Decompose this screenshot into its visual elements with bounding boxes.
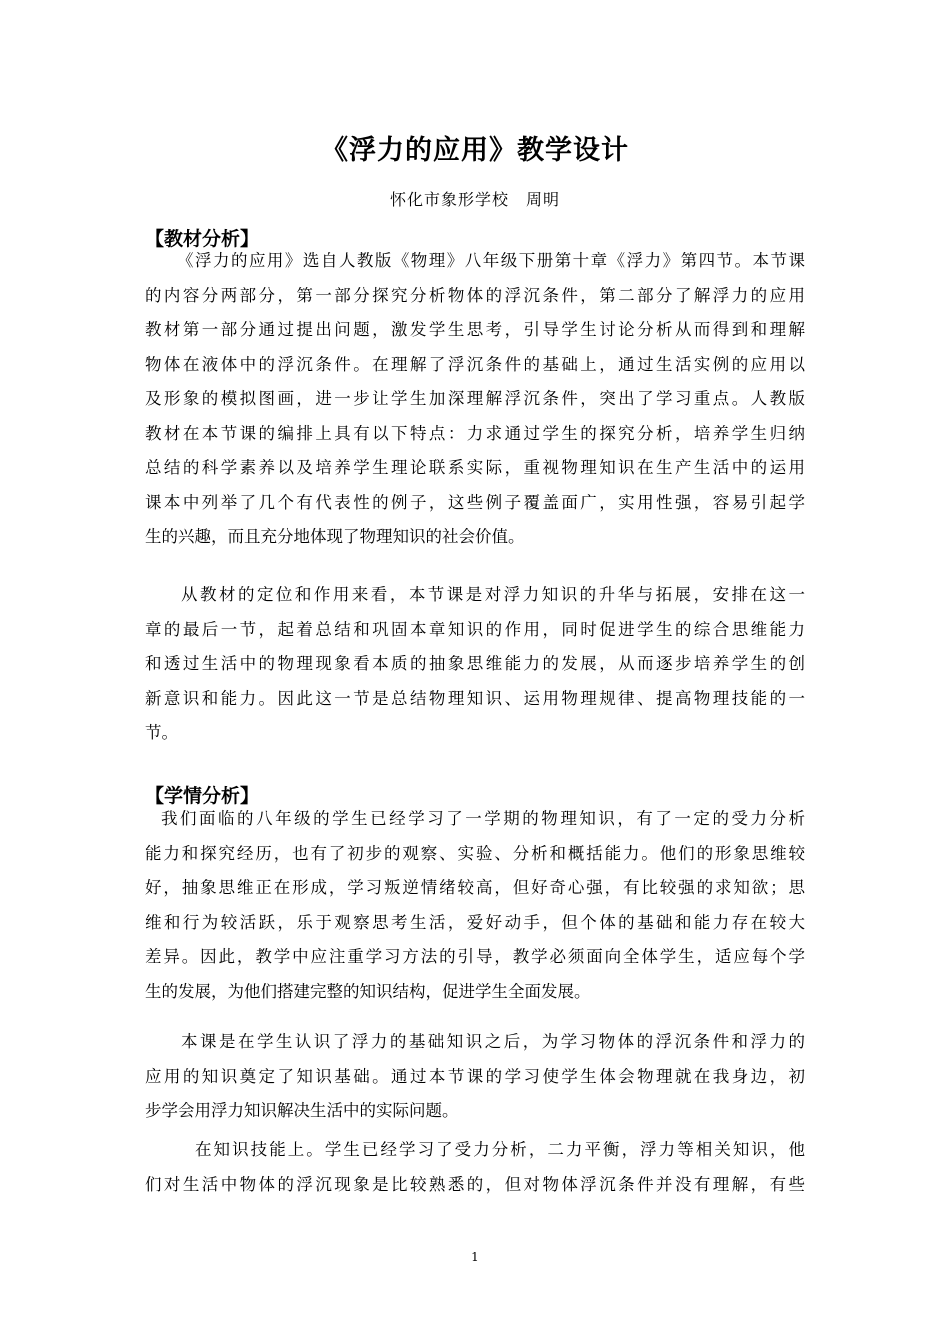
text-line: 《浮力的应用》选自人教版《物理》八年级下册第十章《浮力》第四节。本节课 [177, 251, 805, 270]
paragraph [145, 1060, 805, 1129]
text-line: 能力和探究经历，也有了初步的观察、实验、分析和概括能力。他们的形象思维较 [145, 843, 805, 863]
text-line: 课本中列举了几个有代表性的例子，这些例子覆盖面广，实用性强，容易引起学 [145, 492, 805, 512]
text-line: 维和行为较活跃，乐于观察思考生活，爱好动手，但个体的基础和能力存在较大 [145, 912, 805, 932]
paragraph [145, 279, 805, 555]
paragraph [145, 244, 805, 279]
text-line: 新意识和能力。因此这一节是总结物理知识、运用物理规律、提高物理技能的一 [145, 688, 805, 708]
text-line: 章的最后一节，起着总结和巩固本章知识的作用，同时促进学生的综合思维能力 [145, 619, 805, 639]
document-author: 怀化市象形学校 周明 [389, 190, 560, 209]
text-line: 教材第一部分通过提出问题，激发学生思考，引导学生讨论分析从而得到和理解 [145, 320, 805, 339]
paragraph [145, 1133, 805, 1168]
text-line: 生的兴趣，而且充分地体现了物理知识的社会价值。 [145, 527, 525, 546]
text-line: 差异。因此，教学中应注重学习方法的引导，教学必须面向全体学生，适应每个学 [145, 947, 805, 966]
paragraph [145, 1168, 805, 1203]
text-line: 和透过生活中的物理现象看本质的抽象思维能力的发展，从而逐步培养学生的创 [145, 654, 805, 673]
text-line: 节。 [145, 723, 178, 742]
text-line: 本课是在学生认识了浮力的基础知识之后，为学习物体的浮沉条件和浮力的 [181, 1032, 805, 1051]
document-title: 《浮力的应用》教学设计 [321, 135, 629, 166]
paragraph [145, 613, 805, 751]
text-line: 们对生活中物体的浮沉现象是比较熟悉的，但对物体浮沉条件并没有理解，有些 [145, 1174, 805, 1194]
text-line: 教材在本节课的编排上具有以下特点：力求通过学生的探究分析，培养学生归纳 [145, 423, 805, 443]
section-heading-textbook-analysis: 【教材分析】 [145, 228, 260, 250]
text-line: 及形象的模拟图画，进一步让学生加深理解浮沉条件，突出了学习重点。人教版 [145, 389, 805, 408]
section-heading-learner-analysis: 【学情分析】 [145, 785, 260, 807]
text-line: 从教材的定位和作用来看，本节课是对浮力知识的升华与拓展，安排在这一 [181, 585, 805, 604]
text-line: 我们面临的八年级的学生已经学习了一学期的物理知识，有了一定的受力分析 [161, 809, 805, 828]
paragraph [145, 578, 805, 613]
text-line: 生的发展，为他们搭建完整的知识结构，促进学生全面发展。 [145, 981, 591, 1001]
text-line: 步学会用浮力知识解决生活中的实际问题。 [145, 1101, 459, 1120]
text-line: 总结的科学素养以及培养学生理论联系实际，重视物理知识在生产生活中的运用 [145, 458, 805, 477]
page-number: 1 [471, 1250, 479, 1264]
text-line: 好，抽象思维正在形成，学习叛逆情绪较高，但好奇心强，有比较强的求知欲；思 [145, 878, 805, 897]
text-line: 的内容分两部分，第一部分探究分析物体的浮沉条件，第二部分了解浮力的应用 [145, 285, 805, 305]
paragraph [145, 1025, 805, 1060]
text-line: 在知识技能上。学生已经学习了受力分析，二力平衡，浮力等相关知识，他 [195, 1140, 805, 1159]
paragraph [145, 802, 805, 837]
text-line: 物体在液体中的浮沉条件。在理解了浮沉条件的基础上，通过生活实例的应用以 [145, 354, 805, 374]
text-line: 应用的知识奠定了知识基础。通过本节课的学习使学生体会物理就在我身边，初 [145, 1066, 805, 1086]
paragraph [145, 837, 805, 1010]
